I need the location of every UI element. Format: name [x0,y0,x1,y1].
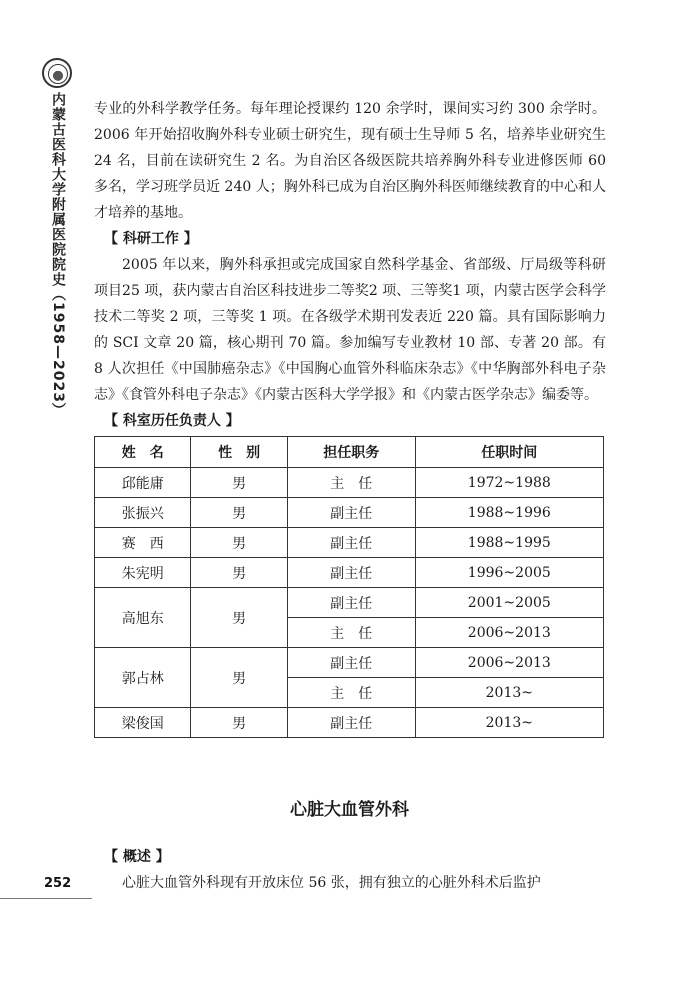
table-header-row [95,437,604,468]
header-gender: 性 别 [191,437,287,468]
cell-role: 主 任 [287,678,415,708]
cell-role: 副主任 [287,708,415,738]
page-number-rule [0,898,92,899]
cell-role: 副主任 [287,498,415,528]
cell-period: 2006~2013 [415,648,603,678]
cell-name: 张振兴 [95,498,191,528]
cell-name: 赛 西 [95,528,191,558]
book-title-vertical: 内蒙古医科大学附属医院院史（1958—2023） [50,92,66,418]
header-role: 担任职务 [287,437,415,468]
table-row [95,648,604,678]
table-row [95,468,604,498]
table-row [95,708,604,738]
cell-period: 1988~1995 [415,528,603,558]
section-title-cardiac-surgery: 心脏大血管外科 [290,800,409,820]
main-content [94,96,606,738]
cell-gender: 男 [191,498,287,528]
paragraph-research: 2005 年以来，胸外科承担或完成国家自然科学基金、省部级、厅局级等科研项目25 项，获内蒙古自治区科技进步二等奖2 项、三等奖1 项，内蒙古医学会科学技术二等奖 2 项，三等奖 1 项。在各级学术期刊发表近 220 篇。具有国际影响力的 SCI 文章 20 篇，核心期刊 70 篇。参加编写专业教材 10 部、专著 20 部。有 8 人次担任《中国肺癌杂志》《中国胸心血管外科临床杂志》《中华胸部外科电子杂志》《食管外科电子杂志》《内蒙古医科大学学报》和《内蒙古医学杂志》编委等。 [94,257,606,403]
header-name: 姓 名 [95,437,191,468]
header-period: 任职时间 [415,437,603,468]
cell-role: 副主任 [287,558,415,588]
table-row [95,558,604,588]
sidebar [0,0,92,983]
cell-name: 高旭东 [95,588,191,648]
cell-gender: 男 [191,468,287,498]
cell-role: 主 任 [287,468,415,498]
cell-gender: 男 [191,708,287,738]
heading-leaders: 【 科室历任负责人 】 [104,413,240,429]
cell-gender: 男 [191,528,287,558]
cell-period: 1988~1996 [415,498,603,528]
cell-name: 梁俊国 [95,708,191,738]
leaders-table [94,436,604,738]
cell-role: 主 任 [287,618,415,648]
cell-period: 1996~2005 [415,558,603,588]
cell-role: 副主任 [287,528,415,558]
cell-period: 2013~ [415,708,603,738]
cell-period: 2001~2005 [415,588,603,618]
paragraph-overview: 心脏大血管外科现有开放床位 56 张，拥有独立的心脏外科术后监护 [122,875,541,891]
cell-gender: 男 [191,588,287,648]
cell-role: 副主任 [287,588,415,618]
section-overview [94,844,606,896]
paragraph-teaching: 专业的外科学教学任务。每年理论授课约 120 余学时，课间实习约 300 余学时。2006 年开始招收胸外科专业硕士研究生，现有硕士生导师 5 名，培养毕业研究生 24 名，目前在读研究生 2 名。为自治区各级医院共培养胸外科专业进修医师 60 多名，学习班学员近 240 人；胸外科已成为自治区胸外科医师继续教育的中心和人才培养的基地。 [94,101,606,221]
heading-research: 【 科研工作 】 [104,231,198,247]
hospital-logo-icon [42,58,72,88]
heading-overview: 【 概述 】 [104,849,170,865]
page-number: 252 [44,876,72,891]
cell-period: 1972~1988 [415,468,603,498]
cell-name: 邱能庸 [95,468,191,498]
table-row [95,588,604,618]
cell-gender: 男 [191,558,287,588]
cell-period: 2013~ [415,678,603,708]
cell-period: 2006~2013 [415,618,603,648]
cell-name: 郭占林 [95,648,191,708]
table-row [95,498,604,528]
cell-name: 朱宪明 [95,558,191,588]
cell-role: 副主任 [287,648,415,678]
table-row [95,528,604,558]
cell-gender: 男 [191,648,287,708]
